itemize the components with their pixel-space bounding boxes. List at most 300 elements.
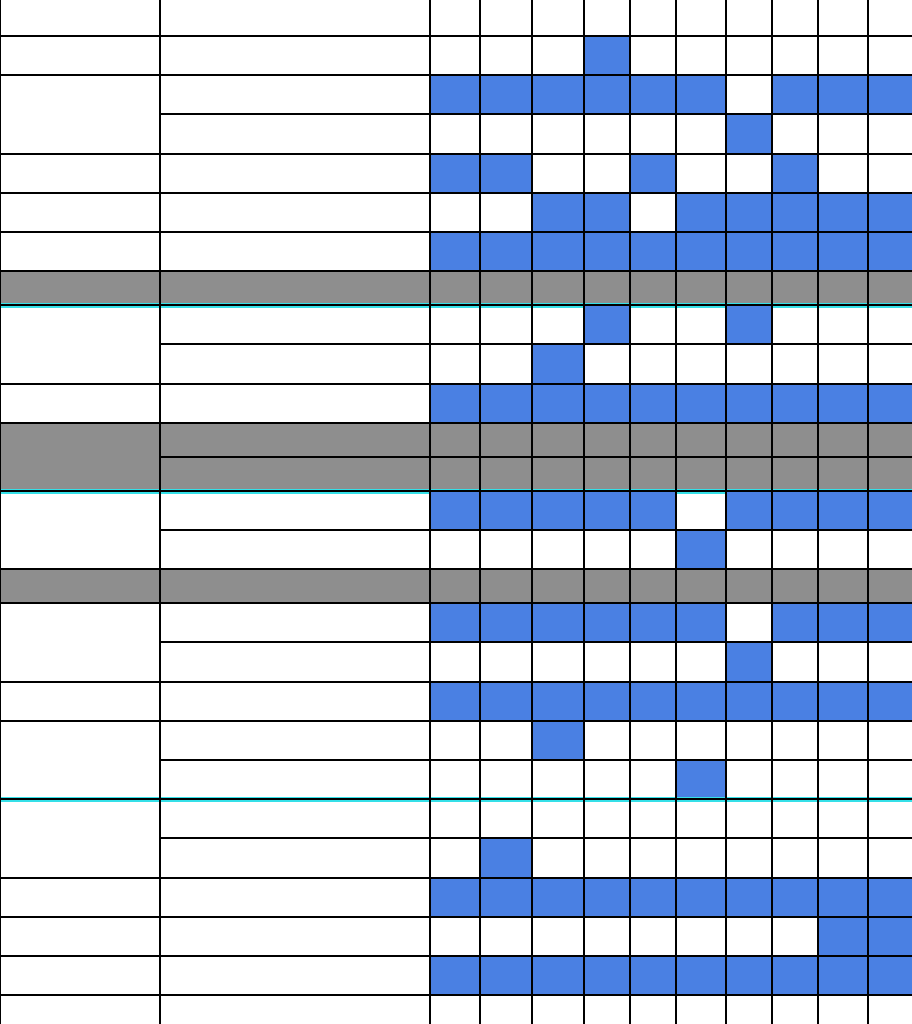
team-empty-cell (430, 838, 480, 877)
team-participating-cell (818, 878, 868, 917)
grid-line-horizontal (160, 74, 912, 76)
team-empty-cell (630, 799, 676, 838)
tournament-name (160, 193, 430, 232)
team-empty-cell (630, 721, 676, 760)
grid-line-horizontal (0, 994, 160, 996)
team-empty-cell (480, 530, 532, 569)
team-empty-cell (726, 36, 772, 75)
grid-line-horizontal (160, 422, 912, 424)
team-empty-cell (430, 721, 480, 760)
team-participating-cell (772, 682, 818, 721)
off-row-date (0, 457, 160, 491)
team-participating-cell (480, 491, 532, 530)
grid-line-vertical (0, 0, 1, 1024)
team-participating-cell (430, 956, 480, 995)
grid-line-horizontal (0, 720, 160, 722)
team-participating-cell (676, 603, 726, 642)
team-empty-cell (868, 642, 912, 681)
grid-line-horizontal (160, 955, 912, 957)
tournament-name (160, 384, 430, 423)
team-participating-cell (818, 682, 868, 721)
grid-line-horizontal (0, 568, 160, 570)
grid-line-vertical (675, 0, 677, 1024)
team-participating-cell (676, 75, 726, 114)
grid-line-horizontal (0, 383, 160, 385)
team-empty-cell (532, 114, 584, 153)
team-empty-cell (726, 344, 772, 383)
team-participating-cell (772, 154, 818, 193)
grid-line-vertical (867, 0, 869, 1024)
team-empty-cell (868, 344, 912, 383)
team-participating-cell (630, 154, 676, 193)
team-participating-cell (676, 384, 726, 423)
team-participating-cell (532, 603, 584, 642)
team-empty-cell (532, 36, 584, 75)
team-participating-cell (868, 75, 912, 114)
team-participating-cell (818, 917, 868, 956)
team-participating-cell (676, 193, 726, 232)
tournament-name (160, 838, 430, 877)
off-row-date (0, 271, 160, 305)
team-participating-cell (480, 154, 532, 193)
team-participating-cell (676, 956, 726, 995)
team-empty-cell (584, 721, 630, 760)
team-empty-cell (630, 36, 676, 75)
grid-line-horizontal (160, 304, 912, 306)
team-participating-cell (868, 878, 912, 917)
date-cell (0, 36, 160, 75)
team-empty-cell (584, 114, 630, 153)
team-empty-cell (868, 114, 912, 153)
grid-line-horizontal (160, 720, 912, 722)
grid-line-horizontal (160, 877, 912, 879)
team-empty-cell (726, 721, 772, 760)
tournament-name (160, 642, 430, 681)
team-participating-cell (630, 232, 676, 271)
grid-line-horizontal (0, 153, 160, 155)
team-participating-cell (868, 956, 912, 995)
team-participating-cell (532, 682, 584, 721)
team-empty-cell (430, 305, 480, 344)
team-empty-cell (818, 838, 868, 877)
team-empty-cell (676, 721, 726, 760)
team-empty-cell (726, 760, 772, 799)
team-participating-cell (868, 384, 912, 423)
team-empty-cell (430, 917, 480, 956)
header-team-6b (584, 0, 630, 36)
team-participating-cell (584, 305, 630, 344)
team-empty-cell (676, 114, 726, 153)
tournament-name (160, 114, 430, 153)
team-empty-cell (480, 114, 532, 153)
grid-line-horizontal (0, 798, 160, 800)
team-participating-cell (772, 193, 818, 232)
grid-line-horizontal (0, 681, 160, 683)
team-empty-cell (868, 36, 912, 75)
grid-line-vertical (771, 0, 773, 1024)
team-empty-cell (868, 760, 912, 799)
team-participating-cell (772, 491, 818, 530)
team-participating-cell (480, 682, 532, 721)
team-empty-cell (430, 36, 480, 75)
team-participating-cell (584, 36, 630, 75)
team-participating-cell (430, 491, 480, 530)
grid-line-vertical (429, 0, 431, 1024)
team-participating-cell (480, 838, 532, 877)
grid-line-horizontal (160, 916, 912, 918)
team-empty-cell (532, 642, 584, 681)
off-row-note (430, 457, 912, 491)
team-empty-cell (532, 154, 584, 193)
tournament-name (160, 75, 430, 114)
grid-line-horizontal (160, 798, 912, 800)
team-participating-cell (584, 603, 630, 642)
team-participating-cell (480, 384, 532, 423)
team-empty-cell (480, 760, 532, 799)
header-team-7c (772, 0, 818, 36)
team-empty-cell (726, 154, 772, 193)
team-participating-cell (630, 682, 676, 721)
grid-line-horizontal (0, 955, 160, 957)
team-participating-cell (430, 232, 480, 271)
team-empty-cell (772, 344, 818, 383)
team-empty-cell (430, 642, 480, 681)
off-row-note (430, 271, 912, 305)
off-row-date (0, 569, 160, 603)
team-empty-cell (772, 642, 818, 681)
team-empty-cell (430, 344, 480, 383)
team-empty-cell (676, 154, 726, 193)
team-participating-cell (480, 232, 532, 271)
team-empty-cell (676, 838, 726, 877)
team-empty-cell (630, 530, 676, 569)
team-participating-cell (726, 305, 772, 344)
tournament-name (160, 530, 430, 569)
grid-line-vertical (479, 0, 481, 1024)
team-participating-cell (676, 682, 726, 721)
team-empty-cell (772, 760, 818, 799)
team-empty-cell (726, 75, 772, 114)
team-empty-cell (630, 760, 676, 799)
team-participating-cell (480, 956, 532, 995)
grid-line-horizontal (0, 916, 160, 918)
team-empty-cell (480, 721, 532, 760)
date-cell (0, 232, 160, 271)
off-row-label (160, 457, 430, 491)
team-participating-cell (676, 530, 726, 569)
team-participating-cell (584, 75, 630, 114)
team-empty-cell (772, 799, 818, 838)
team-participating-cell (726, 384, 772, 423)
off-row-label (160, 423, 430, 457)
team-empty-cell (430, 530, 480, 569)
team-participating-cell (430, 154, 480, 193)
team-participating-cell (630, 603, 676, 642)
team-empty-cell (532, 917, 584, 956)
team-participating-cell (584, 193, 630, 232)
team-empty-cell (430, 760, 480, 799)
team-participating-cell (772, 878, 818, 917)
team-participating-cell (772, 384, 818, 423)
team-empty-cell (818, 642, 868, 681)
grid-line-vertical (817, 0, 819, 1024)
team-participating-cell (430, 603, 480, 642)
team-empty-cell (772, 305, 818, 344)
team-empty-cell (430, 114, 480, 153)
team-empty-cell (480, 799, 532, 838)
team-empty-cell (868, 530, 912, 569)
team-empty-cell (868, 799, 912, 838)
date-cell (0, 75, 160, 153)
team-participating-cell (584, 491, 630, 530)
team-empty-cell (818, 799, 868, 838)
team-participating-cell (630, 384, 676, 423)
header-blank-cell (0, 0, 160, 36)
team-empty-cell (726, 530, 772, 569)
team-empty-cell (818, 344, 868, 383)
grid-line-horizontal (160, 456, 912, 458)
team-participating-cell (584, 384, 630, 423)
off-row-label (160, 271, 430, 305)
tournament-name (160, 956, 430, 995)
team-participating-cell (868, 232, 912, 271)
team-empty-cell (676, 305, 726, 344)
team-participating-cell (532, 721, 584, 760)
team-empty-cell (532, 760, 584, 799)
header-team-6w (532, 0, 584, 36)
off-row-date (0, 423, 160, 457)
team-participating-cell (532, 384, 584, 423)
team-empty-cell (676, 491, 726, 530)
team-empty-cell (630, 114, 676, 153)
team-empty-cell (676, 642, 726, 681)
team-participating-cell (532, 878, 584, 917)
grid-line-horizontal (0, 35, 912, 37)
team-participating-cell (480, 878, 532, 917)
grid-line-horizontal (160, 568, 912, 570)
tournament-name (160, 760, 430, 799)
team-participating-cell (676, 232, 726, 271)
grid-line-horizontal (0, 422, 160, 424)
tournament-name (160, 917, 430, 956)
team-empty-cell (630, 305, 676, 344)
team-empty-cell (676, 344, 726, 383)
team-participating-cell (430, 878, 480, 917)
team-participating-cell (868, 603, 912, 642)
tournament-name (160, 154, 430, 193)
off-row-note (430, 569, 912, 603)
team-empty-cell (480, 917, 532, 956)
team-empty-cell (818, 530, 868, 569)
team-participating-cell (480, 75, 532, 114)
header-tournament (160, 0, 430, 36)
team-empty-cell (772, 530, 818, 569)
team-participating-cell (818, 232, 868, 271)
team-empty-cell (818, 154, 868, 193)
team-participating-cell (430, 682, 480, 721)
team-participating-cell (532, 232, 584, 271)
header-team-5w (480, 0, 532, 36)
team-participating-cell (630, 878, 676, 917)
grid-line-horizontal (160, 681, 912, 683)
tournament-name (160, 878, 430, 917)
team-empty-cell (868, 305, 912, 344)
tournament-name (160, 603, 430, 642)
team-empty-cell (818, 305, 868, 344)
team-empty-cell (772, 36, 818, 75)
grid-line-horizontal (0, 490, 160, 492)
header-team-8w (818, 0, 868, 36)
header-team-7b (726, 0, 772, 36)
header-team-6c (630, 0, 676, 36)
team-participating-cell (480, 603, 532, 642)
team-empty-cell (726, 799, 772, 838)
grid-line-horizontal (160, 113, 912, 115)
tournament-name (160, 344, 430, 383)
grid-line-vertical (531, 0, 533, 1024)
team-empty-cell (584, 799, 630, 838)
team-empty-cell (726, 917, 772, 956)
team-empty-cell (772, 114, 818, 153)
date-cell (0, 682, 160, 721)
tournament-name (160, 36, 430, 75)
grid-line-horizontal (160, 153, 912, 155)
team-empty-cell (532, 305, 584, 344)
tournament-name (160, 721, 430, 760)
team-empty-cell (584, 642, 630, 681)
team-participating-cell (726, 956, 772, 995)
team-empty-cell (584, 760, 630, 799)
team-participating-cell (430, 384, 480, 423)
team-participating-cell (630, 491, 676, 530)
team-empty-cell (772, 721, 818, 760)
team-participating-cell (430, 75, 480, 114)
date-cell (0, 603, 160, 681)
grid-line-horizontal (160, 759, 912, 761)
team-participating-cell (630, 956, 676, 995)
team-participating-cell (818, 75, 868, 114)
team-participating-cell (868, 917, 912, 956)
header-team-7w (676, 0, 726, 36)
date-cell (0, 721, 160, 799)
team-participating-cell (868, 491, 912, 530)
team-empty-cell (726, 603, 772, 642)
team-participating-cell (772, 75, 818, 114)
team-participating-cell (726, 491, 772, 530)
team-participating-cell (532, 193, 584, 232)
grid-line-vertical (159, 0, 161, 1024)
header-team-4w (430, 0, 480, 36)
team-participating-cell (818, 384, 868, 423)
team-participating-cell (726, 878, 772, 917)
team-participating-cell (676, 878, 726, 917)
team-participating-cell (818, 491, 868, 530)
team-participating-cell (532, 75, 584, 114)
grid-line-horizontal (0, 602, 160, 604)
grid-line-horizontal (160, 490, 912, 492)
grid-line-horizontal (0, 192, 160, 194)
grid-line-horizontal (160, 270, 912, 272)
team-participating-cell (772, 603, 818, 642)
team-empty-cell (430, 193, 480, 232)
grid-line-horizontal (0, 270, 160, 272)
team-empty-cell (868, 154, 912, 193)
team-empty-cell (430, 799, 480, 838)
off-row-note (430, 423, 912, 457)
team-empty-cell (532, 530, 584, 569)
header-team-8b (868, 0, 912, 36)
tournament-name (160, 305, 430, 344)
grid-line-horizontal (160, 837, 912, 839)
grid-line-horizontal (160, 641, 912, 643)
team-participating-cell (868, 682, 912, 721)
team-participating-cell (532, 956, 584, 995)
grid-line-horizontal (160, 602, 912, 604)
team-participating-cell (726, 682, 772, 721)
date-cell (0, 878, 160, 917)
grid-line-horizontal (0, 877, 160, 879)
tournament-name (160, 232, 430, 271)
team-participating-cell (584, 682, 630, 721)
team-empty-cell (772, 917, 818, 956)
team-empty-cell (584, 917, 630, 956)
grid-line-horizontal (0, 304, 160, 306)
date-cell (0, 917, 160, 956)
team-empty-cell (480, 305, 532, 344)
date-cell (0, 305, 160, 383)
team-empty-cell (630, 344, 676, 383)
grid-line-horizontal (160, 994, 912, 996)
grid-line-horizontal (0, 74, 160, 76)
tournament-name (160, 491, 430, 530)
grid-line-vertical (583, 0, 585, 1024)
team-empty-cell (584, 344, 630, 383)
grid-line-horizontal (160, 383, 912, 385)
team-participating-cell (532, 491, 584, 530)
team-empty-cell (818, 36, 868, 75)
team-participating-cell (584, 232, 630, 271)
team-empty-cell (868, 721, 912, 760)
tournament-name (160, 682, 430, 721)
date-cell (0, 154, 160, 193)
team-participating-cell (584, 956, 630, 995)
team-empty-cell (584, 530, 630, 569)
team-empty-cell (480, 642, 532, 681)
team-empty-cell (868, 838, 912, 877)
grid-line-horizontal (160, 192, 912, 194)
team-empty-cell (772, 838, 818, 877)
team-participating-cell (772, 956, 818, 995)
team-participating-cell (818, 193, 868, 232)
team-empty-cell (630, 838, 676, 877)
team-participating-cell (726, 193, 772, 232)
team-empty-cell (532, 799, 584, 838)
off-row-label (160, 569, 430, 603)
team-participating-cell (726, 114, 772, 153)
team-participating-cell (818, 956, 868, 995)
team-participating-cell (584, 878, 630, 917)
team-participating-cell (726, 232, 772, 271)
team-empty-cell (584, 154, 630, 193)
date-cell (0, 384, 160, 423)
team-empty-cell (630, 642, 676, 681)
team-empty-cell (630, 193, 676, 232)
team-participating-cell (726, 642, 772, 681)
team-empty-cell (676, 799, 726, 838)
team-empty-cell (584, 838, 630, 877)
team-participating-cell (630, 75, 676, 114)
grid-line-vertical (725, 0, 727, 1024)
